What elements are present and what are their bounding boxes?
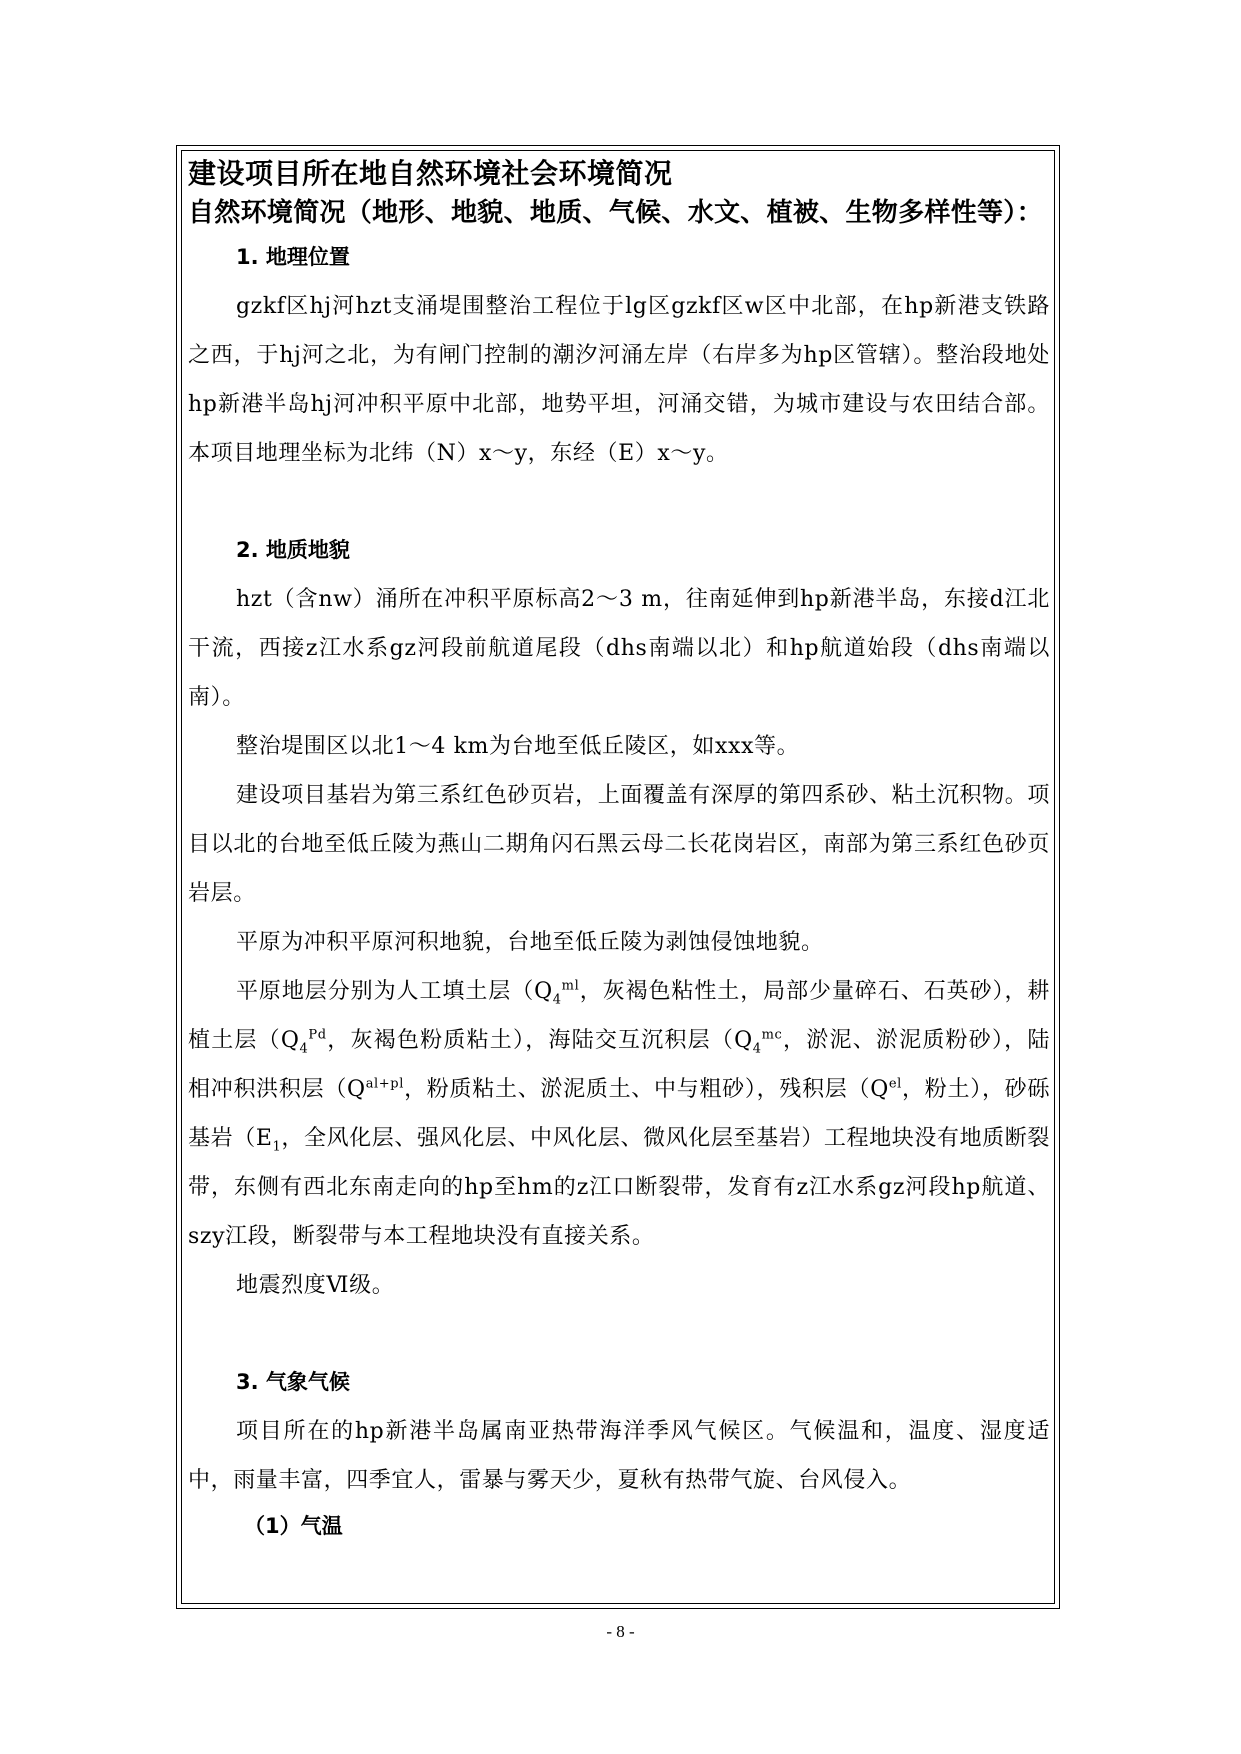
- strata-sup-3: mc: [761, 1027, 783, 1043]
- strata-text-c: ，灰褐色粉质粘土），海陆交互沉积层（Q: [326, 1028, 753, 1053]
- strata-sub-3: 4: [752, 1041, 762, 1057]
- page-number: - 8 -: [606, 1622, 635, 1641]
- document-body: [188, 154, 1050, 1551]
- strata-sup-2: Pd: [308, 1027, 327, 1043]
- strata-sub-2: 4: [299, 1041, 309, 1057]
- paragraph-seismic: 地震烈度Ⅵ级。: [236, 1273, 395, 1298]
- strata-sup-1: ml: [561, 978, 580, 994]
- section-heading-climate: 3. 气象气候: [236, 1370, 350, 1394]
- strata-text-a: 平原地层分别为人工填土层（Q: [236, 979, 553, 1004]
- document-subtitle: 自然环境简况（地形、地貌、地质、气候、水文、植被、生物多样性等）：: [188, 198, 1043, 228]
- paragraph-climate: 项目所在的hp新港半岛属南亚热带海洋季风气候区。气候温和，温度、湿度适中，雨量丰富，四季宜人，雷暴与雾天少，夏秋有热带气旋、台风侵入。: [188, 1419, 1050, 1493]
- paragraph-geology-3: 建设项目基岩为第三系红色砂页岩，上面覆盖有深厚的第四系砂、粘土沉积物。项目以北的台地至低丘陵为燕山二期角闪石黑云母二长花岗岩区，南部为第三系红色砂页岩层。: [188, 783, 1050, 906]
- strata-sup-4: al+pl: [365, 1076, 404, 1092]
- spacer: [188, 1310, 1050, 1357]
- strata-text-b: ，灰褐色粘性土，局部少量碎石、石英砂），耕植土层（Q: [188, 979, 1050, 1053]
- strata-text-f: ，粉土），砂砾基岩（E: [188, 1077, 1050, 1151]
- strata-sub-4: 1: [272, 1139, 282, 1155]
- strata-sup-5: el: [888, 1076, 902, 1092]
- paragraph-location: gzkf区hj河hzt支涌堤围整治工程位于lg区gzkf区w区中北部，在hp新港支铁路之西，于hj河之北，为有闸门控制的潮汐河涌左岸（右岸多为hp区管辖）。整治段地处hp新港半岛hj河冲积平原中北部，地势平坦，河涌交错，为城市建设与农田结合部。本项目地理坐标为北纬（N）x～y，东经（E）x～y。: [188, 294, 1050, 466]
- spacer: [188, 478, 1050, 525]
- strata-text-d: ，淤泥、淤泥质粉砂），陆相冲积洪积层（Q: [188, 1028, 1050, 1102]
- section-heading-geology: 2. 地质地貌: [236, 538, 350, 562]
- subsection-heading-temperature: （1）气温: [244, 1514, 343, 1538]
- paragraph-geology-4: 平原为冲积平原河积地貌，台地至低丘陵为剥蚀侵蚀地貌。: [236, 930, 824, 955]
- paragraph-geology-2: 整治堤围区以北1～4 km为台地至低丘陵区，如xxx等。: [236, 734, 800, 759]
- strata-text-g: ，全风化层、强风化层、中风化层、微风化层至基岩）工程地块没有地质断裂带，东侧有西北东南走向的hp至hm的z江口断裂带，发育有z江水系gz河段hp航道、szy江段，断裂带与本工程地块没有直接关系。: [188, 1126, 1050, 1249]
- strata-text-e: ，粉质粘土、淤泥质土、中与粗砂），残积层（Q: [403, 1077, 889, 1102]
- document-title: 建设项目所在地自然环境社会环境简况: [188, 157, 673, 190]
- paragraph-geology-1: hzt（含nw）涌所在冲积平原标高2～3 m，往南延伸到hp新港半岛，东接d江北干流，西接z江水系gz河段前航道尾段（dhs南端以北）和hp航道始段（dhs南端以南）。: [188, 587, 1050, 710]
- strata-sub-1: 4: [552, 992, 562, 1008]
- section-heading-location: 1. 地理位置: [236, 245, 350, 269]
- paragraph-geology-strata: [188, 967, 1050, 1261]
